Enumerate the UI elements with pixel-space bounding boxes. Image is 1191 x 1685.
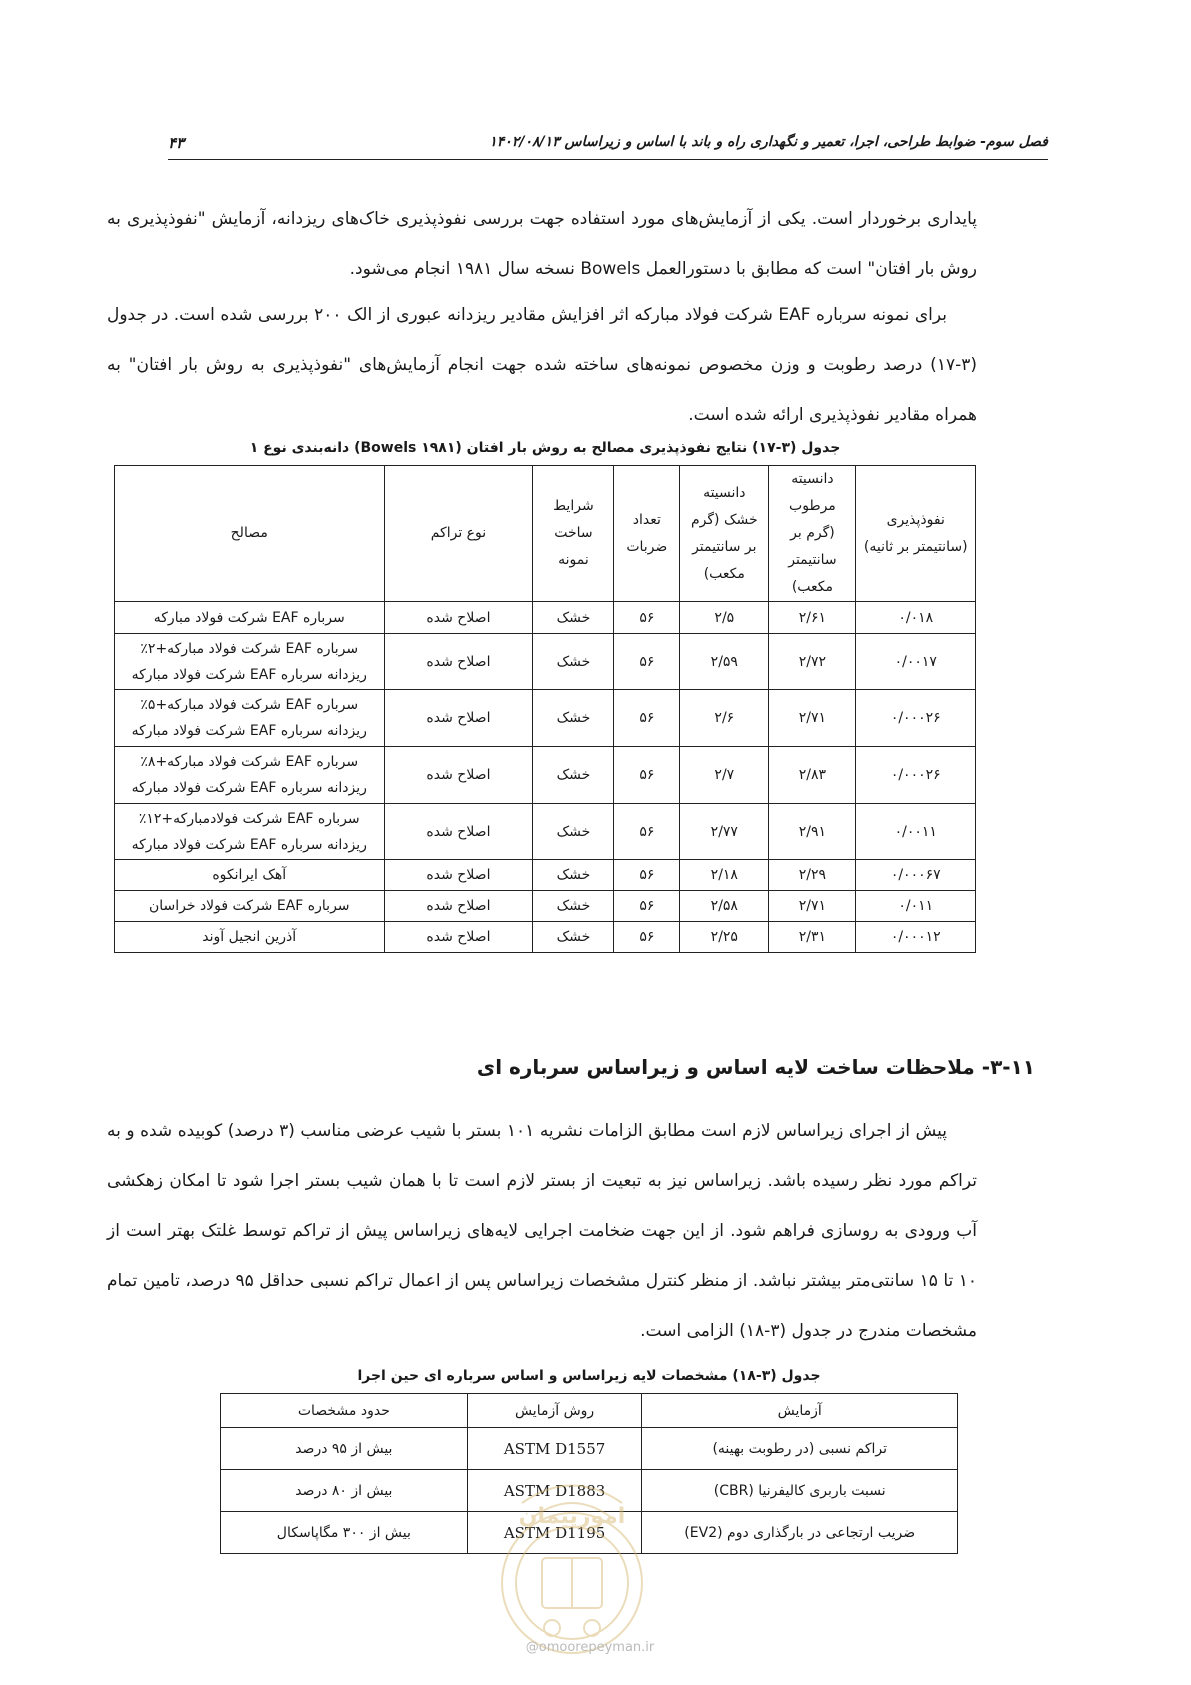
table-row (115, 860, 976, 891)
cell-limit: بیش از ۹۵ درصد (221, 1428, 468, 1470)
header-cell: روش آزمایش (467, 1394, 642, 1428)
header-cell: حدود مشخصات (221, 1394, 468, 1428)
cell-permeability: ۰/۰۰۰۶۷ (856, 860, 976, 891)
table-row (115, 747, 976, 804)
cell-method: ASTM D1557 (467, 1428, 642, 1470)
cell-condition: خشک (533, 634, 614, 690)
table-row (115, 634, 976, 690)
header-cell: نوع تراکم (384, 466, 533, 602)
material-line: آهک ایرانکوه (212, 867, 287, 883)
cell-permeability: ۰/۰۱۸ (856, 602, 976, 634)
material-line: سرباره EAF شرکت فولاد مبارکه+۸٪ (140, 754, 359, 770)
cell-compaction: اصلاح شده (384, 602, 533, 634)
table-row (115, 891, 976, 922)
watermark-logo-text: امورپیمان (518, 1504, 626, 1529)
cell-material (115, 804, 385, 860)
header-cell: دانسیته خشک (گرم بر سانتیمتر مکعب) (680, 466, 769, 602)
cell-material (115, 922, 385, 953)
cell-dry-density: ۲/۲۵ (680, 922, 769, 953)
cell-condition: خشک (533, 804, 614, 860)
cell-blows: ۵۶ (614, 690, 680, 747)
cell-permeability: ۰/۰۰۰۲۶ (856, 690, 976, 747)
cell-material (115, 860, 385, 891)
cell-material (115, 747, 385, 804)
cell-condition: خشک (533, 860, 614, 891)
section-paragraph (107, 1106, 977, 1356)
table-row (115, 922, 976, 953)
cell-wet-density: ۲/۹۱ (769, 804, 856, 860)
table-row (115, 602, 976, 634)
cell-permeability: ۰/۰۰۱۷ (856, 634, 976, 690)
intro-paragraph-1-text: پایداری برخوردار است. یکی از آزمایش‌های مورد استفاده جهت بررسی نفوذپذیری خاک‌های ریزدانه، آزمایش "نفوذپذیری به روش بار افتان" است که مطابق با دستورالعمل Bowels نسخه سال ۱۹۸۱ انجام می‌شود. (107, 209, 977, 279)
cell-wet-density: ۲/۷۱ (769, 690, 856, 747)
section-heading: ۳-۱۱- ملاحظات ساخت لایه اساس و زیراساس سرباره ای (476, 1055, 1035, 1079)
table2-caption: جدول (۳-۱۸) مشخصات لایه زیراساس و اساس سرباره ای حین اجرا (357, 1368, 821, 1384)
cell-limit: بیش از ۳۰۰ مگاپاسکال (221, 1512, 468, 1554)
intro-paragraph-2 (107, 290, 977, 440)
intro-paragraph-2-text: برای نمونه سرباره EAF شرکت فولاد مبارکه اثر افزایش مقادیر ریزدانه عبوری از الک ۲۰۰ بررسی شده است. در جدول (۳-۱۷) درصد رطوبت و وزن مخصوص نمونه‌های ساخته شده جهت انجام آزمایش‌های "نفوذپذیری به روش بار افتان" به همراه مقادیر نفوذپذیری ارائه شده است. (107, 305, 977, 425)
cell-dry-density: ۲/۵ (680, 602, 769, 634)
cell-condition: خشک (533, 690, 614, 747)
cell-dry-density: ۲/۵۸ (680, 891, 769, 922)
watermark-url: @omoorepeyman.ir (525, 1640, 655, 1655)
cell-compaction: اصلاح شده (384, 747, 533, 804)
cell-dry-density: ۲/۶ (680, 690, 769, 747)
page-number: ۴۳ (168, 134, 185, 152)
table-row (115, 690, 976, 747)
cell-method: ASTM D1883 (467, 1470, 642, 1512)
cell-condition: خشک (533, 602, 614, 634)
cell-compaction: اصلاح شده (384, 891, 533, 922)
cell-wet-density: ۲/۷۱ (769, 891, 856, 922)
cell-permeability: ۰/۰۱۱ (856, 891, 976, 922)
cell-compaction: اصلاح شده (384, 690, 533, 747)
cell-test: نسبت باربری کالیفرنیا (CBR) (642, 1470, 958, 1512)
cell-material (115, 634, 385, 690)
cell-dry-density: ۲/۵۹ (680, 634, 769, 690)
cell-test: تراکم نسبی (در رطوبت بهینه) (642, 1428, 958, 1470)
cell-condition: خشک (533, 891, 614, 922)
cell-material (115, 602, 385, 634)
header-cell: دانسیته مرطوب (گرم بر سانتیمتر مکعب) (769, 466, 856, 602)
cell-compaction: اصلاح شده (384, 860, 533, 891)
cell-permeability: ۰/۰۰۰۱۲ (856, 922, 976, 953)
cell-wet-density: ۲/۷۲ (769, 634, 856, 690)
material-line: سرباره EAF شرکت فولاد مبارکه (153, 609, 345, 626)
header-cell: آزمایش (642, 1394, 958, 1428)
table1-caption: جدول (۳-۱۷) نتایج نفوذپذیری مصالح به روش بار افتان (Bowels ۱۹۸۱) دانه‌بندی نوع ۱ (249, 440, 841, 456)
page-header (168, 133, 1048, 160)
cell-test: ضریب ارتجاعی در بارگذاری دوم (EV2) (642, 1512, 958, 1554)
table-row (115, 804, 976, 860)
cell-blows: ۵۶ (614, 891, 680, 922)
material-line: ریزدانه سرباره EAF شرکت فولاد مبارکه (131, 780, 367, 796)
cell-limit: بیش از ۸۰ درصد (221, 1470, 468, 1512)
watermark-logo-icon (487, 1463, 657, 1668)
cell-blows: ۵۶ (614, 602, 680, 634)
header-cell: نفوذپذیری (سانتیمتر بر ثانیه) (856, 466, 976, 602)
table1-header-row (115, 466, 976, 602)
material-line: ریزدانه سرباره EAF شرکت فولاد مبارکه (131, 836, 367, 853)
cell-wet-density: ۲/۲۹ (769, 860, 856, 891)
section-paragraph-text: پیش از اجرای زیراساس لازم است مطابق الزامات نشریه ۱۰۱ بستر با شیب عرضی مناسب (۳ درصد) کوبیده شده و به تراکم مورد نظر رسیده باشد. زیراساس نیز به تبعیت از بستر لازم است تا با همان شیب بستر اجرا شود تا امکان زهکشی آب ورودی به روسازی فراهم شود. از این جهت ضخامت اجرایی لایه‌های زیراساس پیش از تراکم توسط غلتک بهتر است از ۱۰ تا ۱۵ سانتی‌متر بیشتر نباشد. از منظر کنترل مشخصات زیراساس پس از اعمال تراکم نسبی حداقل ۹۵ درصد، تامین تمام مشخصات مندرج در جدول (۳-۱۸) الزامی است. (107, 1121, 977, 1341)
material-line: سرباره EAF شرکت فولاد مبارکه+۲٪ (140, 640, 359, 657)
header-cell: شرایط ساخت نمونه (533, 466, 614, 602)
cell-compaction: اصلاح شده (384, 634, 533, 690)
cell-dry-density: ۲/۱۸ (680, 860, 769, 891)
header-cell: مصالح (115, 466, 385, 602)
header-cell: تعداد ضربات (614, 466, 680, 602)
material-line: سرباره EAF شرکت فولادمبارکه+۱۲٪ (138, 810, 360, 827)
cell-blows: ۵۶ (614, 804, 680, 860)
cell-wet-density: ۲/۸۳ (769, 747, 856, 804)
cell-blows: ۵۶ (614, 922, 680, 953)
cell-dry-density: ۲/۷۷ (680, 804, 769, 860)
permeability-table (114, 465, 976, 953)
cell-blows: ۵۶ (614, 860, 680, 891)
cell-permeability: ۰/۰۰۱۱ (856, 804, 976, 860)
cell-material (115, 891, 385, 922)
cell-dry-density: ۲/۷ (680, 747, 769, 804)
table2-header-row (221, 1394, 958, 1428)
cell-permeability: ۰/۰۰۰۲۶ (856, 747, 976, 804)
material-line: ریزدانه سرباره EAF شرکت فولاد مبارکه (131, 666, 367, 683)
cell-material (115, 690, 385, 747)
cell-blows: ۵۶ (614, 747, 680, 804)
intro-paragraph-1 (107, 194, 977, 294)
cell-condition: خشک (533, 747, 614, 804)
cell-compaction: اصلاح شده (384, 804, 533, 860)
material-line: سرباره EAF شرکت فولاد خراسان (148, 898, 350, 914)
cell-wet-density: ۲/۶۱ (769, 602, 856, 634)
material-line: سرباره EAF شرکت فولاد مبارکه+۵٪ (140, 697, 359, 713)
cell-compaction: اصلاح شده (384, 922, 533, 953)
cell-wet-density: ۲/۳۱ (769, 922, 856, 953)
cell-method: ASTM D1195 (467, 1512, 642, 1554)
cell-condition: خشک (533, 922, 614, 953)
material-line: آذرین انجیل آوند (202, 929, 297, 945)
cell-blows: ۵۶ (614, 634, 680, 690)
material-line: ریزدانه سرباره EAF شرکت فولاد مبارکه (131, 723, 367, 739)
header-title: فصل سوم- ضوابط طراحی، اجرا، تعمیر و نگهداری راه و باند با اساس و زیراساس ۱۴۰۲/۰۸/۱۳ (489, 134, 1048, 150)
